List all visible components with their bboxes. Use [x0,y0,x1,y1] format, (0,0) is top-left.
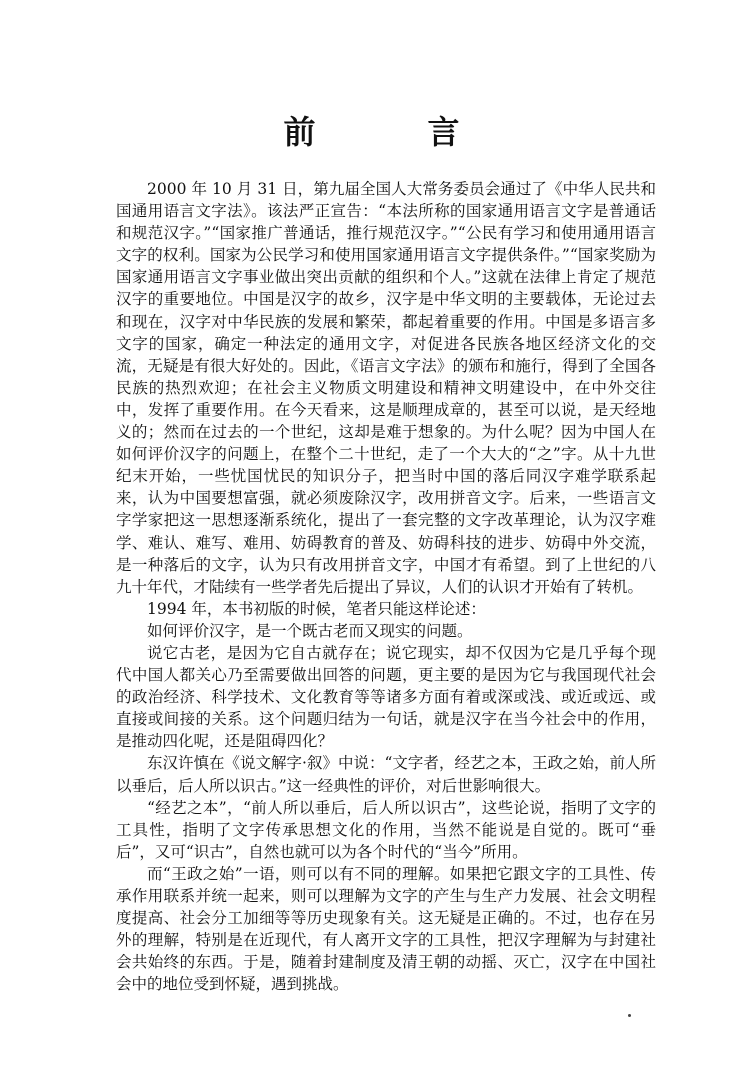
scan-speck [628,1014,631,1017]
paragraph-6: “经艺之本”，“前人所以垂后，后人所以识古”，这些论说，指明了文字的工具性，指明了文字传承思想文化的作用，当然不能说是自觉的。既可“垂后”，又可“识古”，自然也就可以为各个时代的“当今”所用。 [116,798,656,861]
body-text [116,178,656,995]
paragraph-3: 如何评价汉字，是一个既古老而又现实的问题。 [147,621,473,640]
paragraph-5: 东汉许慎在《说文解字·叙》中说：“文字者，经艺之本，王政之始，前人所以垂后，后人所以识古。”这一经典性的评价，对后世影响很大。 [116,754,656,795]
paragraph-2: 1994 年，本书初版的时候，笔者只能这样论述： [147,599,486,618]
paragraph-7: 而“王政之始”一语，则可以有不同的理解。如果把它跟文字的工具性、传承作用联系并统一起来，则可以理解为文字的产生与生产力发展、社会文明程度提高、社会分工加细等等历史现象有关。这无疑是正确的。不过，也存在另外的理解，特别是在近现代，有人离开文字的工具性，把汉字理解为与封建社会共始终的东西。于是，随着封建制度及清王朝的动摇、灭亡，汉字在中国社会中的地位受到怀疑，遇到挑战。 [116,864,656,994]
paragraph-4: 说它古老，是因为它自古就存在；说它现实，却不仅因为它是几乎每个现代中国人都关心乃至需要做出回答的问题，更主要的是因为它与我国现代社会的政治经济、科学技术、文化教育等等诸多方面有着或深或浅、或近或远、或直接或间接的关系。这个问题归结为一句话，就是汉字在当今社会中的作用，是推动四化呢，还是阻碍四化？ [116,643,656,751]
page-title: 前 言 [283,113,500,151]
paragraph-1: 2000 年 10 月 31 日，第九届全国人大常务委员会通过了《中华人民共和国通用语言文字法》。该法严正宣告：“本法所称的国家通用语言文字是普通话和规范汉字。”“国家推广普通话，推行规范汉字。”“公民有学习和使用通用语言文字的权利。国家为公民学习和使用国家通用语言文字提供条件。”“国家奖励为国家通用语言文字事业做出突出贡献的组织和个人。”这就在法律上肯定了规范汉字的重要地位。中国是汉字的故乡，汉字是中华文明的主要载体，无论过去和现在，汉字对中华民族的发展和繁荣，都起着重要的作用。中国是多语言多文字的国家，确定一种法定的通用文字，对促进各民族各地区经济文化的交流，无疑是有很大好处的。因此，《语言文字法》的颁布和施行，得到了全国各民族的热烈欢迎；在社会主义物质文明建设和精神文明建设中，在中外交往中，发挥了重要作用。在今天看来，这是顺理成章的，甚至可以说，是天经地义的；然而在过去的一个世纪，这却是难于想象的。为什么呢？因为中国人在如何评价汉字的问题上，在整个二十世纪，走了一个大大的“之”字。从十九世纪末开始，一些忧国忧民的知识分子，把当时中国的落后同汉字难学联系起来，认为中国要想富强，就必须废除汉字，改用拼音文字。后来，一些语言文字学家把这一思想逐渐系统化，提出了一套完整的文字改革理论，认为汉字难学、难认、难写、难用、妨碍教育的普及、妨碍科技的进步、妨碍中外交流，是一种落后的文字，认为只有改用拼音文字，中国才有希望。到了上世纪的八九十年代，才陆续有一些学者先后提出了异议，人们的认识才开始有了转机。 [116,180,656,596]
